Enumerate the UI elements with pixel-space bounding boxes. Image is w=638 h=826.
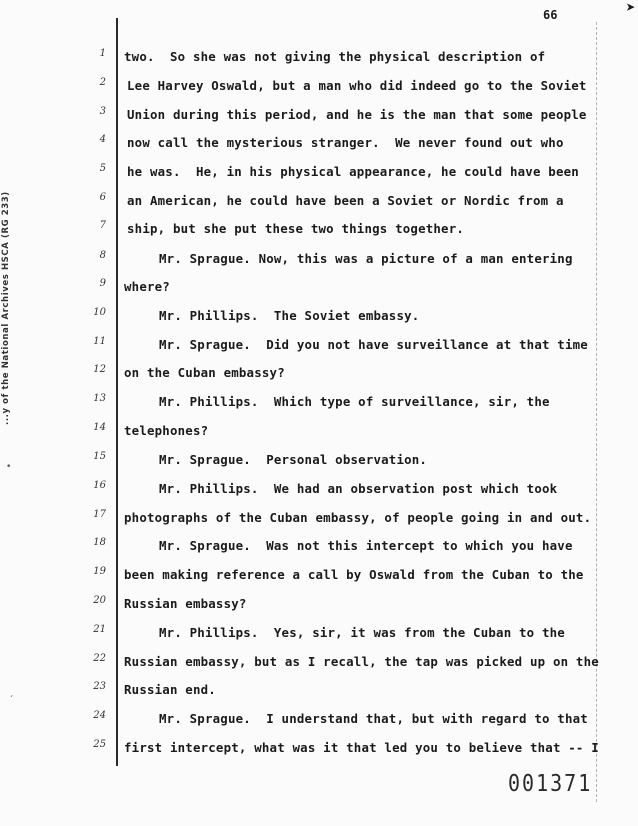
line-number: 3 — [99, 106, 106, 117]
page-number: 66 — [543, 8, 558, 22]
line-number: 16 — [93, 480, 106, 491]
transcript-line: on the Cuban embassy? — [124, 365, 285, 380]
transcript-line: where? — [124, 279, 170, 294]
transcript-line: first intercept, what was it that led you to believe that -- I — [124, 740, 599, 755]
transcript-line: an American, he could have been a Soviet or Nordic from a — [127, 193, 564, 208]
line-number: 14 — [93, 422, 106, 433]
transcript-line: two. So she was not giving the physical description of — [124, 49, 546, 64]
scan-speck: ˏ — [9, 688, 14, 698]
transcript-line: Lee Harvey Oswald, but a man who did indeed go to the Soviet — [127, 78, 587, 93]
transcript-line: been making reference a call by Oswald from the Cuban to the — [124, 567, 584, 582]
transcript-line: Mr. Sprague. Personal observation. — [159, 452, 428, 467]
line-number: 24 — [93, 710, 106, 721]
line-number: 19 — [93, 566, 106, 577]
line-number: 21 — [93, 624, 106, 635]
transcript-line: Mr. Sprague. Was not this intercept to which you have — [159, 538, 573, 553]
line-number: 17 — [93, 509, 106, 520]
transcript-line: Russian embassy, but as I recall, the tap was picked up on the — [124, 654, 599, 669]
line-number: 9 — [99, 278, 106, 289]
transcript-line: Russian embassy? — [124, 596, 247, 611]
line-number: 22 — [93, 653, 106, 664]
left-margin-rule — [116, 18, 118, 766]
transcript-line: ship, but she put these two things together. — [127, 221, 465, 236]
transcript-line: he was. He, in his physical appearance, he could have been — [127, 164, 579, 179]
transcript-line: now call the mysterious stranger. We never found out who — [127, 135, 564, 150]
document-id-stamp: 001371 — [508, 769, 593, 797]
transcript-line: Union during this period, and he is the man that some people — [127, 107, 587, 122]
line-number: 1 — [99, 48, 106, 59]
line-number: 20 — [93, 595, 106, 606]
transcript-line: photographs of the Cuban embassy, of people going in and out. — [124, 510, 592, 525]
scan-speck: • — [6, 462, 12, 472]
transcript-line: Mr. Phillips. The Soviet embassy. — [159, 308, 420, 323]
line-number: 23 — [93, 681, 106, 692]
line-number: 11 — [93, 336, 106, 347]
transcript-line: Mr. Phillips. Yes, sir, it was from the Cuban to the — [159, 625, 565, 640]
line-number: 5 — [99, 163, 106, 174]
transcript-line: Mr. Phillips. Which type of surveillance, sir, the — [159, 394, 550, 409]
line-number: 15 — [93, 451, 106, 462]
right-margin-rule — [596, 22, 598, 802]
line-number: 10 — [93, 307, 106, 318]
line-number: 13 — [93, 393, 106, 404]
transcript-line: Mr. Sprague. Did you not have surveillance at that time — [159, 337, 588, 352]
line-number: 25 — [93, 739, 106, 750]
line-number: 7 — [99, 220, 106, 231]
line-number: 4 — [99, 134, 106, 145]
transcript-line: telephones? — [124, 423, 209, 438]
transcript-line: Mr. Sprague. Now, this was a picture of a man entering — [159, 251, 573, 266]
transcript-line: Russian end. — [124, 682, 216, 697]
line-number: 2 — [99, 77, 106, 88]
archive-margin-note: ...y of the National Archives HSCA (RG 233) — [1, 191, 11, 425]
corner-arrow-mark: ➤ — [626, 0, 636, 17]
line-number: 6 — [99, 192, 106, 203]
transcript-line: Mr. Sprague. I understand that, but with regard to that — [159, 711, 588, 726]
transcript-line: Mr. Phillips. We had an observation post which took — [159, 481, 558, 496]
line-number: 8 — [99, 250, 106, 261]
line-number: 12 — [93, 364, 106, 375]
line-number: 18 — [93, 537, 106, 548]
